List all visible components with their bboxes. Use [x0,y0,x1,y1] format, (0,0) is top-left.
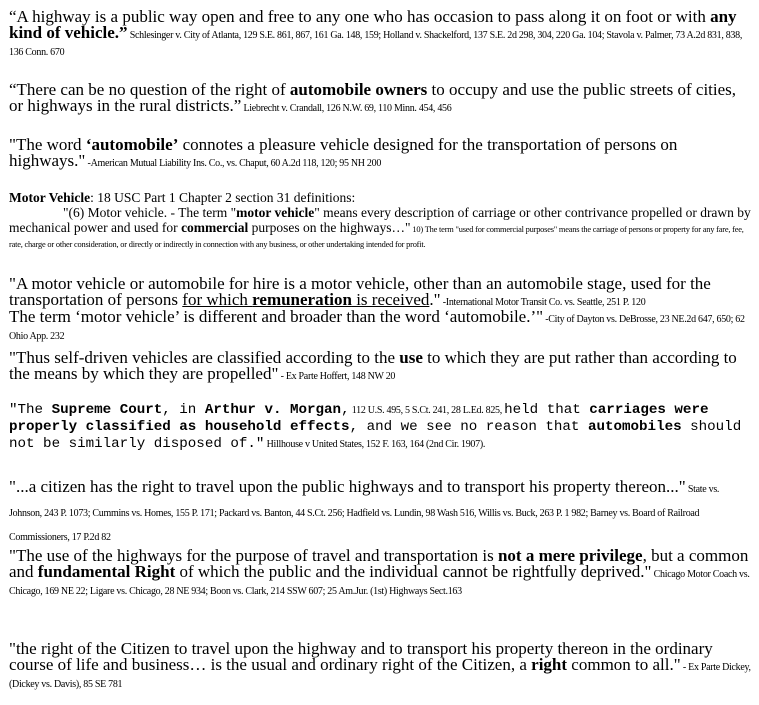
quote-use-of-highways: "The use of the highways for the purpose of travel and transportation is not a mere privilege, but a common and fundamental Right of which the public and the individual cannot be rightfully deprived." Chicago Motor Coach vs. Chicago, 169 NE 22; Ligare vs. Chicago, 28 NE 934; Boon vs. Clark, 214 SSW 607; 25 Am.Jur. (1st) Highways Sect.163 [9,546,750,597]
citation: State vs. Johnson, 243 P. 1073; Cummins vs. Homes, 155 P. 171; Packard vs. Banton, 44 S.Ct. 256; Hadfield vs. Lundin, 98 Wash 516, Willis vs. Buck, 263 P. 1 982; Barney vs. Board of Railroad Commissioners, 17 P.2d 82 [9,484,720,543]
quote-right-of-citizen: "the right of the Citizen to travel upon the highway and to transport his property thereon in the ordinary course of life and business… is the usual and ordinary right of the Citizen, a right common to all." - Ex Parte Dickey, (Dickey vs. Davis), 85 SE 781 [9,639,751,690]
motor-vehicle-definition: "(6) Motor vehicle. - The term "motor vehicle" means every description of carriage or other contrivance propelled or drawn by mechanical power and used for commercial purposes on the highways…" 10) The term "used for commercial purposes" means the carriage of persons or property for any fare, fee, rate, charge or other consideration, or directly or indirectly in connection with any business, or other undertaking intended for profit. [9,205,751,249]
quote-supreme-court-household-effects: "The Supreme Court, in Arthur v. Morgan, 112 U.S. 495, 5 S.Ct. 241, 28 L.Ed. 825, held that carriages were properly classified as household effects, and we see no reason that automobiles should not be similarly disposed of." Hillhouse v United States, 152 F. 163, 164 (2nd Cir. 1907). [9,402,742,452]
quote-self-driven-vehicles: "Thus self-driven vehicles are classified according to the use to which they are put rather than according to the means by which they are propelled" - Ex Parte Hoffert, 148 NW 20 [9,348,737,383]
commercial-purposes-note: 10) The term "used for commercial purposes" means the carriage of persons or property for any fare, fee, rate, charge or other consideration, or directly or indirectly in connection with any business, or other undertaking intended for profit. [9,224,744,249]
citation: -International Motor Transit Co. vs. Seattle, 251 P. 120 [440,297,646,308]
quote-citizen-right-to-travel: "...a citizen has the right to travel upon the public highways and to transport his property thereon..." State vs. Johnson, 243 P. 1073; Cummins vs. Homes, 155 P. 171; Packard vs. Banton, 44 S.Ct. 256; Hadfield vs. Lundin, 98 Wash 516, Willis vs. Buck, 263 P. 1 982; Barney vs. Board of Railroad Commissioners, 17 P.2d 82 [9,477,720,543]
citation: 112 U.S. 495, 5 S.Ct. 241, 28 L.Ed. 825, [349,405,505,416]
citation: - Ex Parte Hoffert, 148 NW 20 [278,371,396,382]
motor-vehicle-heading: Motor Vehicle: 18 USC Part 1 Chapter 2 section 31 definitions: [9,190,356,205]
quote-highway-public-way: “A highway is a public way open and free to any one who has occasion to pass along it on foot or with any kind of vehicle.” Schlesinger v. City of Atlanta, 129 S.E. 861, 867, 161 Ga. 148, 159; Holland v. Shackelford, 137 S.E. 2d 298, 304, 220 Ga. 104; Stavola v. Palmer, 73 A.2d 831, 838, 136 Conn. 670 [9,7,743,58]
citation: Schlesinger v. City of Atlanta, 129 S.E. 861, 867, 161 Ga. 148, 159; Holland v. Shackelford, 137 S.E. 2d 298, 304, 220 Ga. 104; Stavola v. Palmer, 73 A.2d 831, 838, 136 Conn. 670 [9,30,743,58]
citation: - Ex Parte Dickey, (Dickey vs. Davis), 85 SE 781 [9,662,751,690]
quote-motor-vehicle-for-hire: "A motor vehicle or automobile for hire is a motor vehicle, other than an automobile stage, used for the transportation of persons for which remuneration is received." -International Motor Transit Co. vs. Seattle, 251 P. 120 [9,274,711,309]
quote-word-automobile: "The word ‘automobile’ connotes a pleasure vehicle designed for the transportation of persons on highways." -American Mutual Liability Ins. Co., vs. Chaput, 60 A.2d 118, 120; 95 NH 200 [9,135,678,170]
citation: Liebrecht v. Crandall, 126 N.W. 69, 110 Minn. 454, 456 [241,103,452,114]
citation: -American Mutual Liability Ins. Co., vs. Chaput, 60 A.2d 118, 120; 95 NH 200 [85,158,382,169]
quote-automobile-owners: “There can be no question of the right of automobile owners to occupy and use the public streets of cities, or highways in the rural districts.” Liebrecht v. Crandall, 126 N.W. 69, 110 Minn. 454, 456 [9,80,737,115]
citation: Hillhouse v United States, 152 F. 163, 164 (2nd Cir. 1907). [264,439,486,450]
citation: -City of Dayton vs. DeBrosse, 23 NE.2d 647, 650; 62 Ohio App. 232 [9,314,745,342]
quote-term-motor-vehicle: The term ‘motor vehicle’ is different and broader than the word ‘automobile.’" -City of Dayton vs. DeBrosse, 23 NE.2d 647, 650; 62 Ohio App. 232 [9,307,745,342]
citation: Chicago Motor Coach vs. Chicago, 169 NE 22; Ligare vs. Chicago, 28 NE 934; Boon vs. Clark, 214 SSW 607; 25 Am.Jur. (1st) Highways Sect.163 [9,569,750,597]
